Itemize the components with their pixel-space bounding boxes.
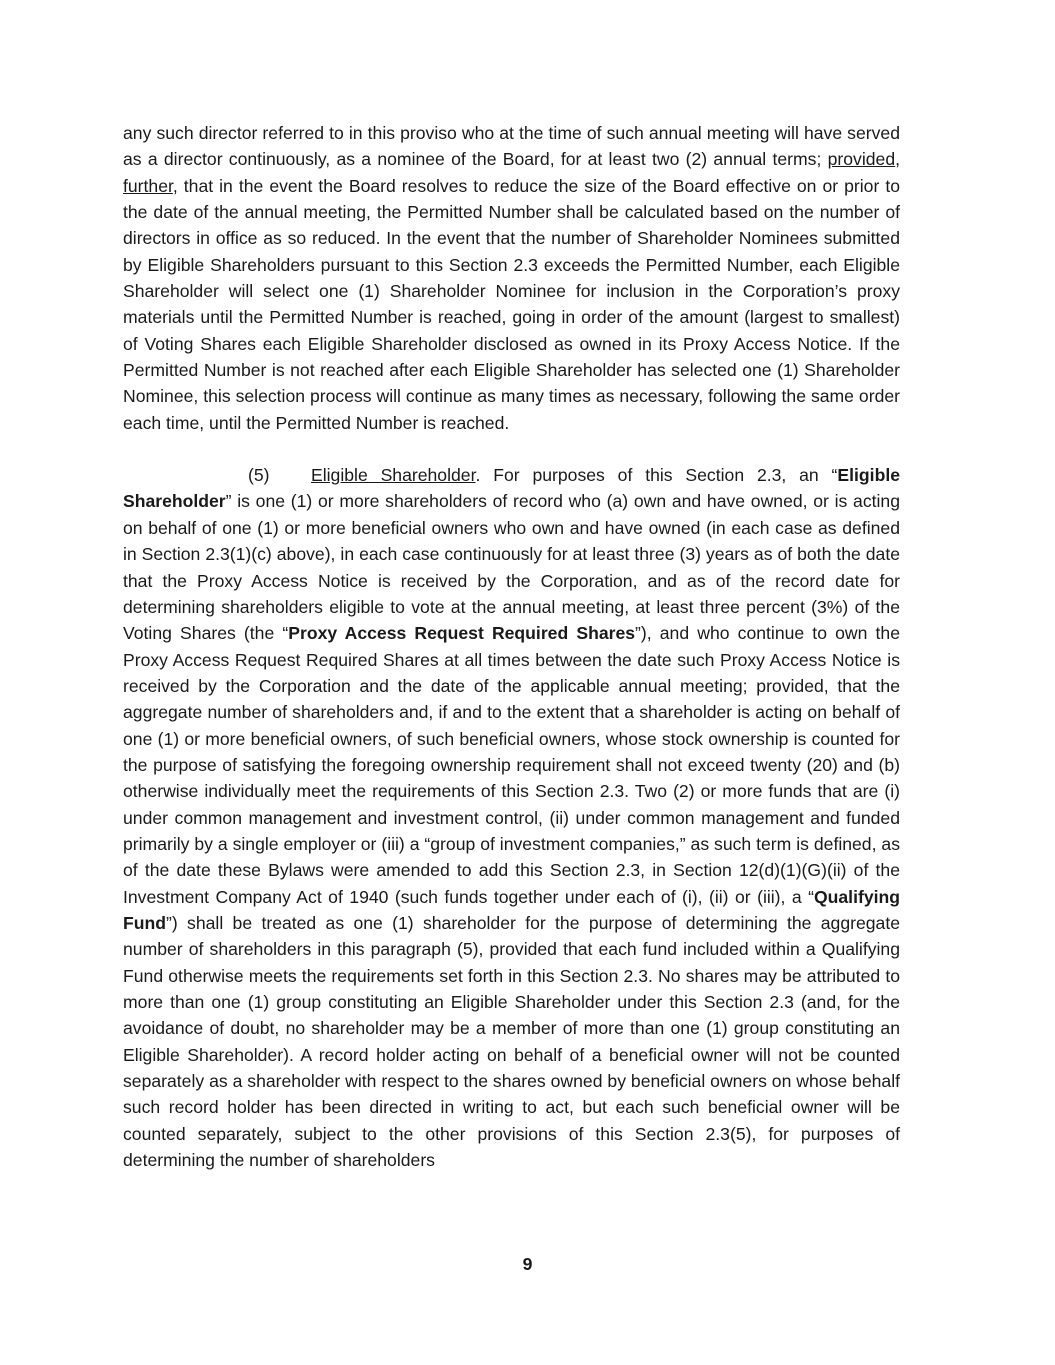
paragraph-number: (5) [248, 465, 270, 486]
defined-term-proxy-access-shares: Proxy Access Request Required Shares [288, 623, 636, 644]
defined-term-qualifying-fund: Qualifying Fund [123, 886, 900, 933]
defined-term-eligible-shareholder: Eligible Shareholder [123, 465, 900, 512]
provided-term: provided [827, 149, 896, 170]
paragraph1-text-a: any such director referred to in this proviso who at the time of such annual meeting will have served as a director continuously, as a nominee of the Board, for at least two (2) annual terms; [123, 123, 900, 170]
page-number: 9 [522, 1254, 533, 1274]
paragraph1-separator: , [895, 149, 900, 170]
paragraph1-text-b: , that in the event the Board resolves to reduce the size of the Board effective on or prior to the date of the annual meeting, the Permitted Number shall be calculated based on the number of directors in office as so reduced. In the event that the number of Shareholder Nominees submitted by Eligible Shareholders pursuant to this Section 2.3 exceeds the Permitted Number, each Eligible Shareholder will select one (1) Shareholder Nominee for inclusion in the Corporation’s proxy materials until the Permitted Number is reached, going in order of the amount (largest to smallest) of Voting Shares each Eligible Shareholder disclosed as owned in its Proxy Access Notice. If the Permitted Number is not reached after each Eligible Shareholder has selected one (1) Shareholder Nominee, this selection process will continue as many times as necessary, following the same order each time, until the Permitted Number is reached. [123, 175, 900, 433]
paragraph-continuation [123, 120, 900, 436]
document-page [123, 120, 900, 1173]
paragraph2-text-c: ”), and who continue to own the Proxy Access Request Required Shares at all times between the date such Proxy Access Notice is received by the Corporation and the date of the applicable annual meeting; provided, that the aggregate number of shareholders and, if and to the extent that a shareholder is acting on behalf of one (1) or more beneficial owners, of such beneficial owners, whose stock ownership is counted for the purpose of satisfying the foregoing ownership requirement shall not exceed twenty (20) and (b) otherwise individually meet the requirements of this Section 2.3. Two (2) or more funds that are (i) under common management and investment control, (ii) under common management and funded primarily by a single employer or (iii) a “group of investment companies,” as such term is defined, as of the date these Bylaws were amended to add this Section 2.3, in Section 12(d)(1)(G)(ii) of the Investment Company Act of 1940 (such funds together under each of (i), (ii) or (iii), a “ [123, 623, 900, 907]
paragraph-eligible-shareholder [123, 462, 900, 1173]
further-term: further [123, 175, 173, 196]
paragraph2-text-d: ”) shall be treated as one (1) shareholder for the purpose of determining the aggregate number of shareholders in this paragraph (5), provided that each fund included within a Qualifying Fund otherwise meets the requirements set forth in this Section 2.3. No shares may be attributed to more than one (1) group constituting an Eligible Shareholder under this Section 2.3 (and, for the avoidance of doubt, no shareholder may be a member of more than one (1) group constituting an Eligible Shareholder). A record holder acting on behalf of a beneficial owner will not be counted separately as a shareholder with respect to the shares owned by beneficial owners on whose behalf such record holder has been directed in writing to act, but each such beneficial owner will be counted separately, subject to the other provisions of this Section 2.3(5), for purposes of determining the number of shareholders [123, 912, 900, 1171]
section-heading: Eligible Shareholder [311, 465, 476, 486]
paragraph2-text-b: ” is one (1) or more shareholders of record who (a) own and have owned, or is acting on behalf of one (1) or more beneficial owners who own and have owned (in each case as defined in Section 2.3(1)(c) above), in each case continuously for at least three (3) years as of both the date that the Proxy Access Notice is received by the Corporation, and as of the record date for determining shareholders eligible to vote at the annual meeting, at least three percent (3%) of the Voting Shares (the “ [123, 491, 900, 644]
paragraph2-text-a: . For purposes of this Section 2.3, an “ [475, 465, 838, 486]
